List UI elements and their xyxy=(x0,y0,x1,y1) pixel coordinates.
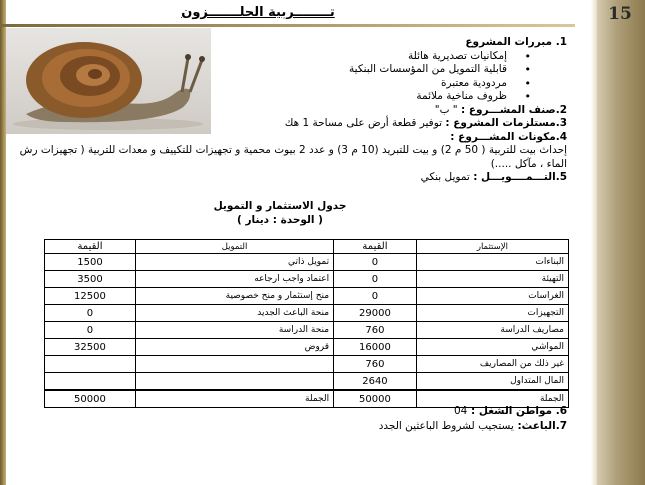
financing-cell xyxy=(135,373,333,391)
table-row xyxy=(45,271,569,288)
section-5 xyxy=(12,171,567,185)
value-cell: 0 xyxy=(334,271,417,288)
bullet-item: • إمكانيات تصديرية هائلة xyxy=(12,50,547,64)
section-5-value: تمويل بنكي xyxy=(420,171,470,183)
section-5-label: 5.التـــمــــويـــل : xyxy=(473,171,567,183)
financing-cell xyxy=(135,356,333,373)
value-cell: 0 xyxy=(334,288,417,305)
table-row xyxy=(45,373,569,391)
section-2-label: 2.صنف المشـــروع : xyxy=(460,103,567,116)
section-1-heading: 1. مبررات المشروع xyxy=(465,36,567,48)
total-label: الجملة xyxy=(416,390,568,408)
footer-details xyxy=(12,404,567,434)
table-unit: ( الوحدة : دينار ) xyxy=(237,214,323,226)
table-row xyxy=(45,339,569,356)
value-cell: 2640 xyxy=(334,373,417,391)
table-row xyxy=(45,254,569,271)
table-title: جدول الاستثمار و التمويل xyxy=(213,200,347,212)
total-label: الجملة xyxy=(135,390,333,408)
value-cell: 12500 xyxy=(45,288,136,305)
financing-cell: اعتماد واجب ارجاعه xyxy=(135,271,333,288)
section-3 xyxy=(12,117,567,131)
investment-cell: غير ذلك من المصاريف xyxy=(416,356,568,373)
value-cell: 760 xyxy=(334,322,417,339)
investment-cell: المواشي xyxy=(416,339,568,356)
investment-cell: التجهيزات xyxy=(416,305,568,322)
financing-cell: قروض xyxy=(135,339,333,356)
project-details xyxy=(12,36,567,185)
table-row xyxy=(45,288,569,305)
total-value: 50000 xyxy=(334,390,417,408)
page-title: تــــــــربية الحلـــــــزون xyxy=(181,5,335,20)
header-investment: الإستثمار xyxy=(416,240,568,254)
page-number: 15 xyxy=(608,4,632,24)
table-row xyxy=(45,322,569,339)
section-4-text: إحداث بيت للتربية ( 50 م 2) و بيت للتبريد (10 م 3) و عدد 2 بيوت محمية و تجهيزات للتكييف و معدات للتربية ( تجهيزات رش الماء ، مآكل .....) xyxy=(19,144,567,170)
financing-cell: تمويل ذاتي xyxy=(135,254,333,271)
header-value: القيمة xyxy=(45,240,136,254)
section-6-label: 6. مواطن الشغل : xyxy=(470,405,567,417)
value-cell: 3500 xyxy=(45,271,136,288)
value-cell: 0 xyxy=(45,305,136,322)
value-cell xyxy=(45,356,136,373)
section-6 xyxy=(12,404,567,419)
value-cell: 32500 xyxy=(45,339,136,356)
frame-top-line xyxy=(0,24,575,27)
section-3-label: 3.مستلزمات المشروع : xyxy=(445,117,567,129)
investment-cell: التهيئة xyxy=(416,271,568,288)
bullet-item: • مردودية معتبرة xyxy=(12,77,547,91)
value-cell: 0 xyxy=(334,254,417,271)
investment-cell: الغراسات xyxy=(416,288,568,305)
table-row xyxy=(45,356,569,373)
header-value: القيمة xyxy=(334,240,417,254)
value-cell xyxy=(45,373,136,391)
section-2-value: " ب" xyxy=(434,103,458,116)
section-1-bullets xyxy=(12,50,567,104)
section-6-value: 04 xyxy=(453,405,468,417)
frame-right-bar xyxy=(597,0,645,485)
section-7-value: يستجيب لشروط الباعثين الجدد xyxy=(378,420,514,432)
value-cell: 1500 xyxy=(45,254,136,271)
section-4-label: 4.مكونات المشـــروع : xyxy=(450,130,567,143)
section-7-label: 7.الباعث: xyxy=(517,420,567,432)
section-7 xyxy=(12,419,567,434)
value-cell: 760 xyxy=(334,356,417,373)
investment-table xyxy=(44,239,569,408)
investment-cell: المال المتداول xyxy=(416,373,568,391)
investment-cell: البناءات xyxy=(416,254,568,271)
table-row xyxy=(45,305,569,322)
total-value: 50000 xyxy=(45,390,136,408)
value-cell: 29000 xyxy=(334,305,417,322)
financing-cell: منح إستثمار و منح خصوصية xyxy=(135,288,333,305)
value-cell: 16000 xyxy=(334,339,417,356)
header-financing: التمويل xyxy=(135,240,333,254)
bullet-item: • قابلية التمويل من المؤسسات البنكية xyxy=(12,63,547,77)
bullet-item: • ظروف مناخية ملائمة xyxy=(12,90,547,104)
value-cell: 0 xyxy=(45,322,136,339)
financing-cell: منحة الدراسة xyxy=(135,322,333,339)
investment-cell: مصاريف الدراسة xyxy=(416,322,568,339)
section-3-value: توفير قطعة أرض على مساحة 1 هك xyxy=(284,117,443,129)
table-header-row xyxy=(45,240,569,254)
financing-cell: منحة الباعث الجديد xyxy=(135,305,333,322)
section-2 xyxy=(12,104,567,118)
